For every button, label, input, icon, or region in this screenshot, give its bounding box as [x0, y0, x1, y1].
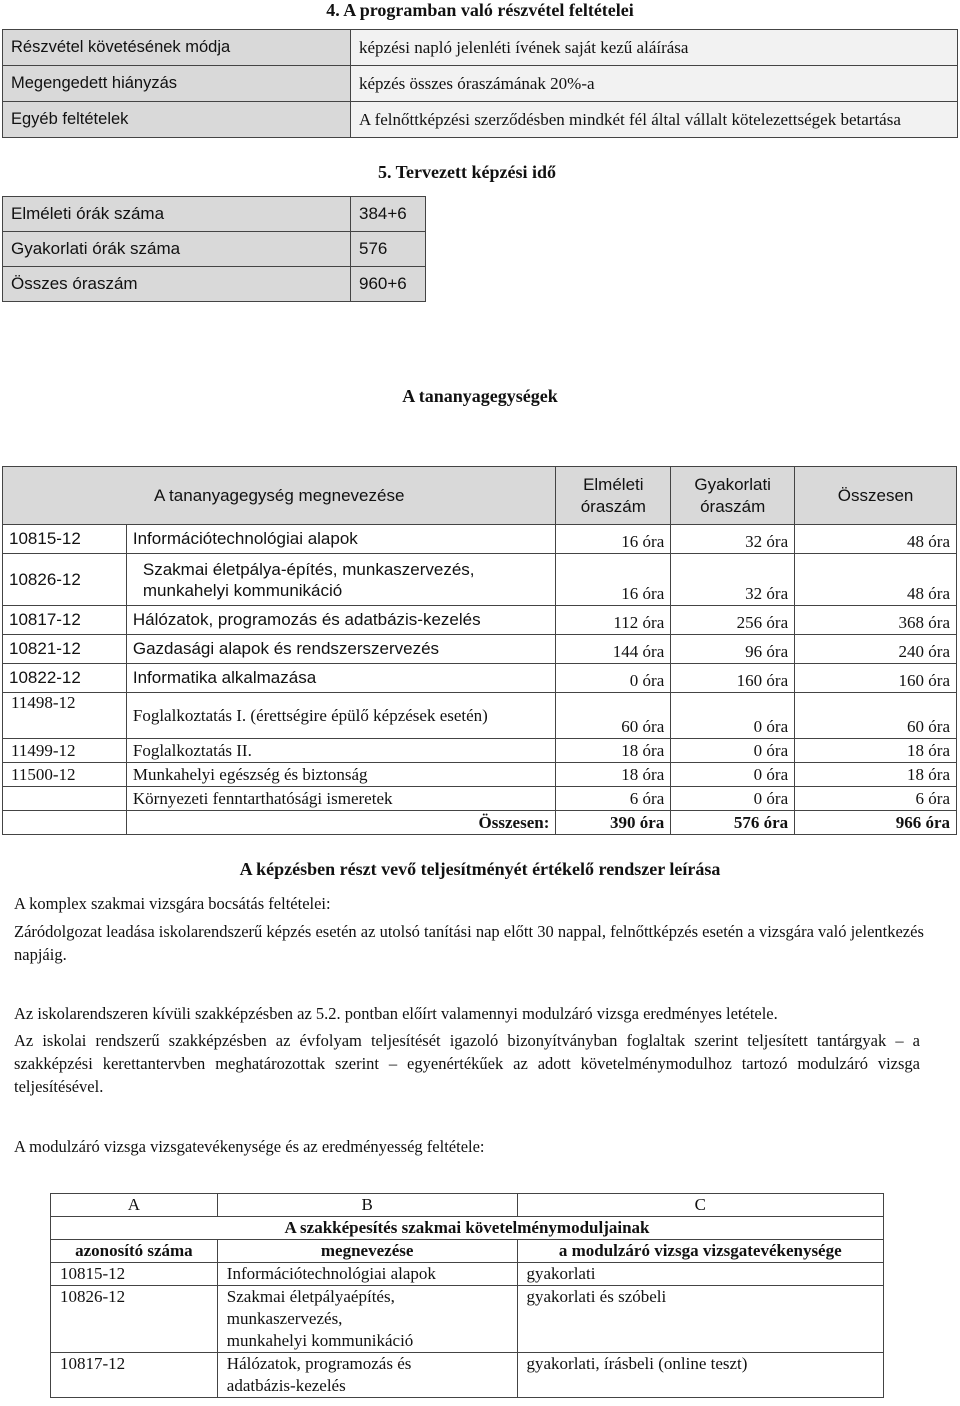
- module-code: 10817-12: [51, 1353, 218, 1398]
- unit-name: Hálózatok, programozás és adatbázis-kezelés: [126, 606, 555, 635]
- unit-code: 10821-12: [3, 635, 127, 664]
- unit-code: [3, 787, 127, 811]
- summary-total: 966 óra: [795, 811, 957, 835]
- module-name: Hálózatok, programozás és adatbázis-kezelés: [217, 1353, 517, 1398]
- unit-theory: 16 óra: [556, 525, 671, 554]
- table-row: [3, 30, 958, 66]
- header-row: [51, 1240, 884, 1263]
- unit-practice: 160 óra: [671, 664, 795, 693]
- paragraph: A komplex szakmai vizsgára bocsátás feltételei:: [14, 894, 331, 913]
- unit-code: 10815-12: [3, 525, 127, 554]
- unit-theory: 112 óra: [556, 606, 671, 635]
- unit-code: 11500-12: [3, 763, 127, 787]
- unit-code: 10822-12: [3, 664, 127, 693]
- header-code: azonosító száma: [51, 1240, 218, 1263]
- summary-theory: 390 óra: [556, 811, 671, 835]
- header-name: megnevezése: [217, 1240, 517, 1263]
- unit-name: Szakmai életpálya-építés, munkaszervezés, munkahelyi kommunikáció: [126, 554, 555, 606]
- units-title: A tananyagegységek: [402, 386, 558, 406]
- row-value: 960+6: [351, 267, 426, 302]
- unit-practice: 0 óra: [671, 693, 795, 739]
- unit-name: Környezeti fenntarthatósági ismeretek: [126, 787, 555, 811]
- module-activity: gyakorlati: [517, 1263, 884, 1286]
- unit-practice: 32 óra: [671, 554, 795, 606]
- paragraph: Záródolgozat leadása iskolarendszerű képzés esetén az utolsó tanítási nap előtt 30 nappal, felnőttképzés esetén a vizsgára való jelentkezés napjáig.: [14, 922, 924, 964]
- letters-row: [51, 1194, 884, 1217]
- column-letter: A: [51, 1194, 218, 1217]
- table-row: [3, 197, 426, 232]
- paragraph: A modulzáró vizsga vizsgatevékenysége és az eredményesség feltétele:: [14, 1137, 485, 1156]
- group-header: A szakképesítés szakmai követelménymoduljainak: [51, 1217, 884, 1240]
- module-code: 10826-12: [51, 1286, 218, 1353]
- evaluation-title: A képzésben részt vevő teljesítményét értékelő rendszer leírása: [239, 859, 721, 879]
- unit-practice: 96 óra: [671, 635, 795, 664]
- table-row: [3, 102, 958, 138]
- row-value: 576: [351, 232, 426, 267]
- unit-total: 18 óra: [795, 739, 957, 763]
- unit-total: 60 óra: [795, 693, 957, 739]
- row-label: Megengedett hiányzás: [3, 66, 351, 102]
- table-row: [51, 1353, 884, 1398]
- row-value: A felnőttképzési szerződésben mindkét fél által vállalt kötelezettségek betartása: [351, 102, 958, 138]
- table-row: [3, 525, 957, 554]
- header-total: Összesen: [795, 467, 957, 525]
- paragraph: Az iskolai rendszerű szakképzésben az évfolyam teljesítését igazoló bizonyítványban foglaltak szerint teljesített tantárgyak – a szakképzési kerettantervben meghatározottak szerint – egyenértékűek az adott követelménymodulhoz tartozó modulzáró vizsga teljesítésével.: [14, 1031, 920, 1096]
- table-row: [3, 635, 957, 664]
- row-label: Gyakorlati órák száma: [3, 232, 351, 267]
- table-row: [3, 232, 426, 267]
- unit-name: Munkahelyi egészség és biztonság: [126, 763, 555, 787]
- header-activity: a modulzáró vizsga vizsgatevékenysége: [517, 1240, 884, 1263]
- unit-practice: 0 óra: [671, 787, 795, 811]
- table-row: [51, 1263, 884, 1286]
- unit-total: 160 óra: [795, 664, 957, 693]
- summary-empty: [3, 811, 127, 835]
- unit-total: 48 óra: [795, 554, 957, 606]
- module-name: Szakmai életpályaépítés, munkaszervezés, munkahelyi kommunikáció: [217, 1286, 517, 1353]
- table-row: [3, 66, 958, 102]
- section5-title: 5. Tervezett képzési idő: [378, 162, 556, 182]
- table-row: [3, 554, 957, 606]
- unit-theory: 0 óra: [556, 664, 671, 693]
- unit-total: 6 óra: [795, 787, 957, 811]
- participation-table: [2, 29, 958, 138]
- group-header-row: [51, 1217, 884, 1240]
- unit-name: Informatika alkalmazása: [126, 664, 555, 693]
- unit-name: Foglalkoztatás II.: [126, 739, 555, 763]
- unit-theory: 16 óra: [556, 554, 671, 606]
- module-activity: gyakorlati, írásbeli (online teszt): [517, 1353, 884, 1398]
- module-activity: gyakorlati és szóbeli: [517, 1286, 884, 1353]
- unit-code: 10817-12: [3, 606, 127, 635]
- column-letter: C: [517, 1194, 884, 1217]
- summary-label: Összesen:: [126, 811, 555, 835]
- row-value: 384+6: [351, 197, 426, 232]
- unit-practice: 32 óra: [671, 525, 795, 554]
- summary-row: [3, 811, 957, 835]
- unit-name: Gazdasági alapok és rendszerszervezés: [126, 635, 555, 664]
- module-code: 10815-12: [51, 1263, 218, 1286]
- header-name: A tananyagegység megnevezése: [3, 467, 556, 525]
- unit-total: 48 óra: [795, 525, 957, 554]
- row-label: Részvétel követésének módja: [3, 30, 351, 66]
- module-name: Információtechnológiai alapok: [217, 1263, 517, 1286]
- table-row: [3, 606, 957, 635]
- unit-theory: 144 óra: [556, 635, 671, 664]
- units-table: [2, 466, 957, 835]
- section4-title: 4. A programban való részvétel feltételei: [326, 0, 634, 20]
- unit-theory: 6 óra: [556, 787, 671, 811]
- unit-name: Foglalkoztatás I. (érettségire épülő képzések esetén): [126, 693, 555, 739]
- table-row: [3, 787, 957, 811]
- row-value: képzési napló jelenléti ívének saját kezű aláírása: [351, 30, 958, 66]
- row-label: Egyéb feltételek: [3, 102, 351, 138]
- hours-table: [2, 196, 426, 302]
- row-label: Összes óraszám: [3, 267, 351, 302]
- unit-total: 18 óra: [795, 763, 957, 787]
- header-theory: Elméleti óraszám: [556, 467, 671, 525]
- table-row: [51, 1286, 884, 1353]
- unit-theory: 60 óra: [556, 693, 671, 739]
- unit-practice: 256 óra: [671, 606, 795, 635]
- table-row: [3, 693, 957, 739]
- column-letter: B: [217, 1194, 517, 1217]
- summary-practice: 576 óra: [671, 811, 795, 835]
- unit-code: 10826-12: [3, 554, 127, 606]
- unit-practice: 0 óra: [671, 763, 795, 787]
- row-value: képzés összes óraszámának 20%-a: [351, 66, 958, 102]
- unit-total: 368 óra: [795, 606, 957, 635]
- unit-total: 240 óra: [795, 635, 957, 664]
- table-header-row: [3, 467, 957, 525]
- unit-theory: 18 óra: [556, 763, 671, 787]
- unit-practice: 0 óra: [671, 739, 795, 763]
- header-practice: Gyakorlati óraszám: [671, 467, 795, 525]
- table-row: [3, 739, 957, 763]
- unit-theory: 18 óra: [556, 739, 671, 763]
- unit-name: Információtechnológiai alapok: [126, 525, 555, 554]
- unit-code: 11498-12: [3, 693, 127, 739]
- exam-table: [50, 1193, 884, 1398]
- table-row: [3, 267, 426, 302]
- unit-code: 11499-12: [3, 739, 127, 763]
- row-label: Elméleti órák száma: [3, 197, 351, 232]
- paragraph: Az iskolarendszeren kívüli szakképzésben az 5.2. pontban előírt valamennyi modulzáró vizsga eredményes letétele.: [14, 1004, 778, 1023]
- table-row: [3, 664, 957, 693]
- table-row: [3, 763, 957, 787]
